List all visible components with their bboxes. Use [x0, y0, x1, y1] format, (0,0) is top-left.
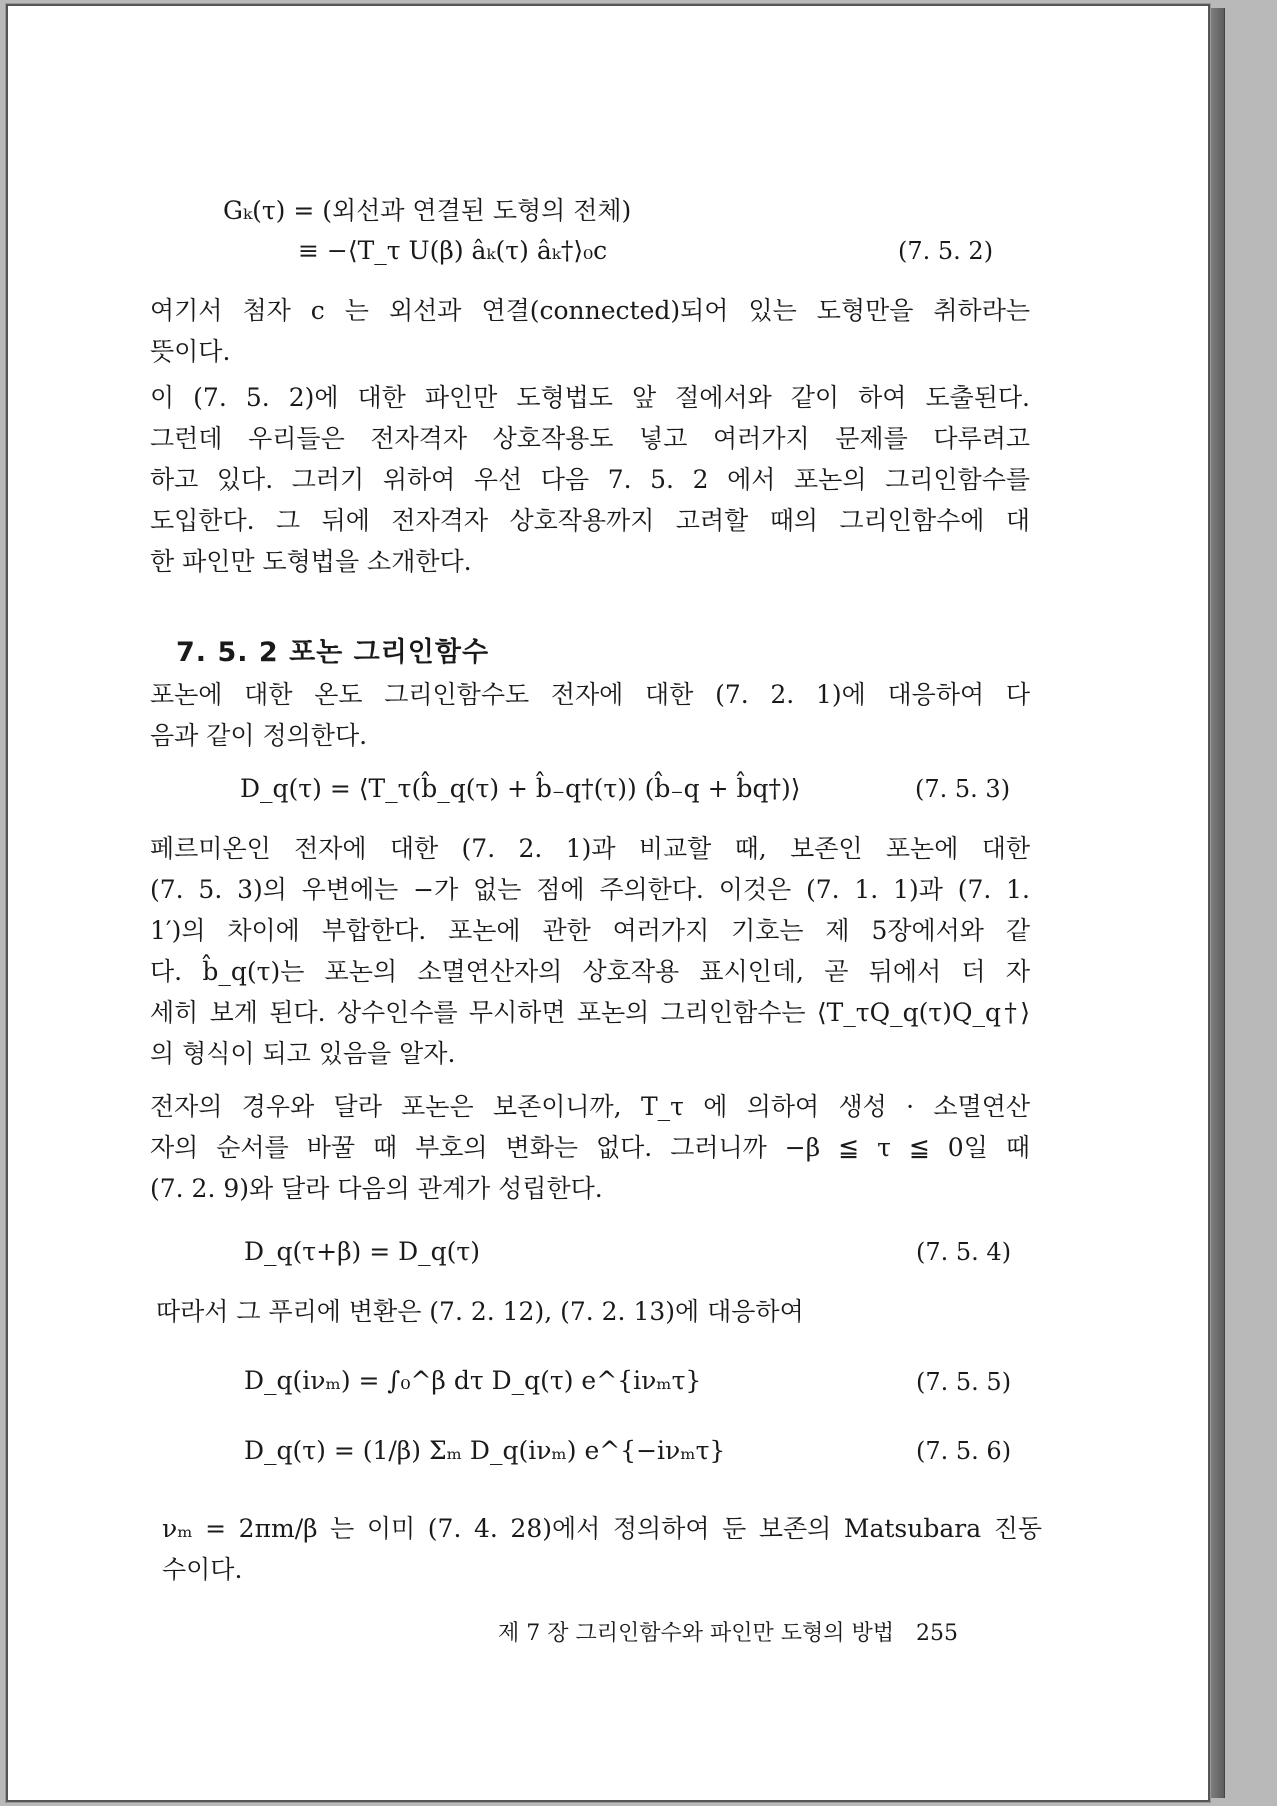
text-line: 수이다. — [162, 1555, 243, 1584]
text-line: (7. 2. 9)와 달라 다음의 관계가 성립한다. — [150, 1174, 603, 1203]
text-line: 한 파인만 도형법을 소개한다. — [150, 547, 472, 576]
text-line: 세히 보게 된다. 상수인수를 무시하면 포논의 그리인함수는 ⟨T_τQ_q(τ)Q_q†⟩ — [150, 998, 1030, 1027]
equation-number-7-5-6: (7. 5. 6) — [916, 1437, 1012, 1465]
paragraph-5 — [150, 1086, 1030, 1209]
paragraph-7 — [162, 1508, 1042, 1590]
equation-7-5-2-line1: Gₖ(τ) = (외선과 연결된 도형의 전체) — [223, 196, 632, 225]
book-page — [6, 4, 1210, 1802]
text-line: 페르미온인 전자에 대한 (7. 2. 1)과 비교할 때, 보존인 포논에 대한 — [150, 834, 1030, 863]
text-line: 의 형식이 되고 있음을 알자. — [150, 1039, 456, 1068]
paragraph-4 — [150, 828, 1030, 1074]
text-line: 자의 순서를 바꿀 때 부호의 변화는 없다. 그러니까 −β ≦ τ ≦ 0일 때 — [150, 1133, 1030, 1162]
text-line: 여기서 첨자 c 는 외선과 연결(connected)되어 있는 도형만을 취하라는 — [150, 296, 1030, 325]
equation-number-7-5-2: (7. 5. 2) — [898, 237, 994, 265]
page-footer — [498, 1616, 958, 1647]
section-heading: 7. 5. 2 포논 그리인함수 — [176, 637, 490, 668]
equation-7-5-3: D_q(τ) = ⟨T_τ(b̂_q(τ) + b̂₋q†(τ)) (b̂₋q + b̂q†)⟩ — [240, 774, 801, 803]
text-line: 1′)의 차이에 부합한다. 포논에 관한 여러가지 기호는 제 5장에서와 같 — [150, 916, 1030, 945]
text-line: νₘ = 2πm/β 는 이미 (7. 4. 28)에서 정의하여 둔 보존의 Matsubara 진동 — [162, 1514, 1042, 1543]
text-line: (7. 5. 3)의 우변에는 −가 없는 점에 주의한다. 이것은 (7. 1. 1)과 (7. 1. — [150, 875, 1030, 904]
text-line: 그런데 우리들은 전자격자 상호작용도 넣고 여러가지 문제를 다루려고 — [150, 424, 1030, 453]
equation-7-5-2-line2: ≡ −⟨T_τ U(β) âₖ(τ) âₖ†⟩₀c — [298, 236, 608, 265]
paragraph-6 — [156, 1291, 1036, 1332]
text-line: 다. b̂_q(τ)는 포논의 소멸연산자의 상호작용 표시인데, 곧 뒤에서 더 자 — [150, 957, 1030, 986]
text-line: 도입한다. 그 뒤에 전자격자 상호작용까지 고려할 때의 그리인함수에 대 — [150, 506, 1030, 535]
equation-number-7-5-3: (7. 5. 3) — [915, 775, 1011, 803]
text-line: 뜻이다. — [150, 337, 231, 366]
text-line: 하고 있다. 그러기 위하여 우선 다음 7. 5. 2 에서 포논의 그리인함수를 — [150, 465, 1030, 494]
text-line: 포논에 대한 온도 그리인함수도 전자에 대한 (7. 2. 1)에 대응하여 다 — [150, 680, 1030, 709]
equation-number-7-5-5: (7. 5. 5) — [916, 1368, 1012, 1396]
page-number: 255 — [916, 1621, 958, 1646]
equation-7-5-4: D_q(τ+β) = D_q(τ) — [244, 1237, 481, 1266]
paragraph-3 — [150, 674, 1030, 756]
text-line: 이 (7. 5. 2)에 대한 파인만 도형법도 앞 절에서와 같이 하여 도출된다. — [150, 383, 1030, 412]
equation-7-5-5: D_q(iνₘ) = ∫₀^β dτ D_q(τ) e^{iνₘτ} — [244, 1366, 702, 1395]
paragraph-2 — [150, 377, 1030, 582]
text-line: 전자의 경우와 달라 포논은 보존이니까, T_τ 에 의하여 생성 · 소멸연산 — [150, 1092, 1030, 1121]
paragraph-1 — [150, 290, 1030, 372]
text-line: 음과 같이 정의한다. — [150, 721, 368, 750]
equation-number-7-5-4: (7. 5. 4) — [916, 1238, 1012, 1266]
chapter-title: 제 7 장 그리인함수와 파인만 도형의 방법 — [498, 1621, 894, 1646]
equation-7-5-6: D_q(τ) = (1/β) Σₘ D_q(iνₘ) e^{−iνₘτ} — [244, 1436, 726, 1465]
text-line: 따라서 그 푸리에 변환은 (7. 2. 12), (7. 2. 13)에 대응하여 — [156, 1297, 804, 1326]
